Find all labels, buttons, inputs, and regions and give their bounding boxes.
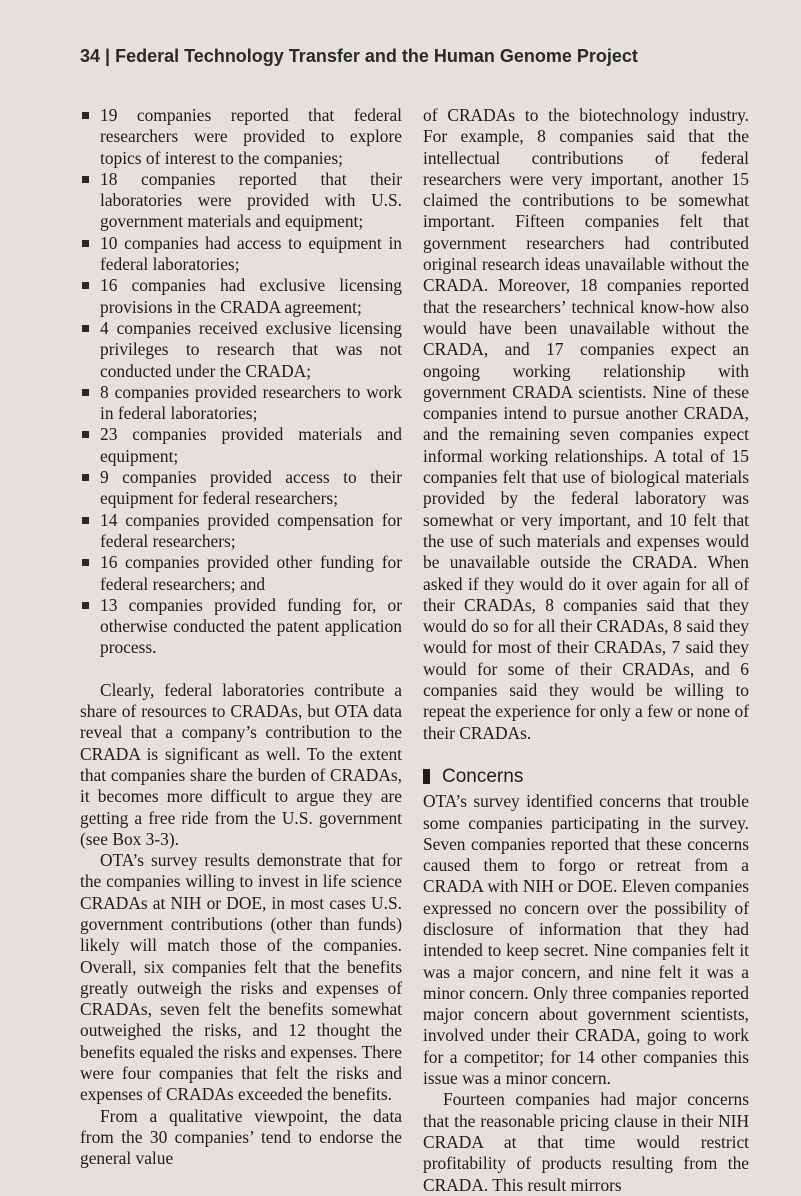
list-item: 13 companies provided funding for, or otherwise conducted the patent application process. <box>80 595 402 659</box>
bullet-square-icon <box>82 602 89 609</box>
section-heading <box>423 766 749 787</box>
bullet-square-icon <box>82 112 89 119</box>
list-item: 16 companies provided other funding for federal researchers; and <box>80 552 402 595</box>
list-item: 14 companies provided compensation for federal researchers; <box>80 510 402 553</box>
bullet-square-icon <box>82 559 89 566</box>
heading-square-icon <box>423 769 430 784</box>
bullet-square-icon <box>82 176 89 183</box>
list-item: 10 companies had access to equipment in federal laboratories; <box>80 233 402 276</box>
bullet-square-icon <box>82 474 89 481</box>
body-paragraph: OTA’s survey identified concerns that trouble some companies participating in the survey. Seven companies reported that these concerns caused them to forgo or retreat from a CRADA with NIH or DOE. Eleven companies expressed no concern over the possibility of disclosure of information that they had intended to keep secret. Nine companies felt it was a major concern, and nine felt it was a minor concern. Only three companies reported major concern about government scientists, involved under their CRADA, going to work for a competitor; for 14 other companies this issue was a minor concern. <box>423 791 749 1089</box>
body-paragraph: OTA’s survey results demonstrate that for the companies willing to invest in life science CRADAs at NIH or DOE, in most cases U.S. government contributions (other than funds) likely will match those of the companies. Overall, six companies felt that the benefits greatly outweigh the risks and expenses of CRADAs, seven felt the benefits somewhat outweighed the risks, and 12 thought the benefits equaled the risks and expenses. There were four companies that felt the risks and expenses of CRADAs exceeded the benefits. <box>80 850 402 1105</box>
header-separator: | <box>105 46 111 66</box>
list-item: 4 companies received exclusive licensing privileges to research that was not conducted under the CRADA; <box>80 318 402 382</box>
list-item: 9 companies provided access to their equipment for federal researchers; <box>80 467 402 510</box>
page-number: 34 <box>80 46 101 66</box>
section-heading-text: Concerns <box>442 765 524 787</box>
list-item: 19 companies reported that federal researchers were provided to explore topics of interest to the companies; <box>80 105 402 169</box>
body-paragraph: From a qualitative viewpoint, the data from the 30 companies’ tend to endorse the general value <box>80 1105 402 1169</box>
bullet-square-icon <box>82 282 89 289</box>
running-title: Federal Technology Transfer and the Human Genome Project <box>115 46 638 66</box>
bullet-square-icon <box>82 517 89 524</box>
list-item: 16 companies had exclusive licensing provisions in the CRADA agreement; <box>80 275 402 318</box>
left-column <box>80 105 402 1170</box>
bullet-square-icon <box>82 389 89 396</box>
bullet-square-icon <box>82 431 89 438</box>
list-item: 23 companies provided materials and equipment; <box>80 424 402 467</box>
body-paragraph: Fourteen companies had major concerns that the reasonable pricing clause in their NIH CRADA at that time would restrict profitability of products resulting from the CRADA. This result mirrors <box>423 1089 749 1195</box>
body-paragraph: Clearly, federal laboratories contribute a share of resources to CRADAs, but OTA data reveal that a company’s contribution to the CRADA is significant as well. To the extent that companies share the burden of CRADAs, it becomes more difficult to argue they are getting a free ride from the U.S. government (see Box 3-3). <box>80 679 402 849</box>
list-item: 18 companies reported that their laboratories were provided with U.S. government materials and equipment; <box>80 169 402 233</box>
bullet-square-icon <box>82 240 89 247</box>
right-column <box>423 105 749 1196</box>
bullet-square-icon <box>82 325 89 332</box>
bullet-list <box>80 105 402 659</box>
running-header <box>80 46 638 67</box>
list-item: 8 companies provided researchers to work in federal laboratories; <box>80 382 402 425</box>
body-paragraph: of CRADAs to the biotechnology industry. For example, 8 companies said that the intellectual contributions of federal researchers were very important, another 15 claimed the contributions to be somewhat important. Fifteen companies felt that government researchers had contributed original research ideas unavailable without the CRADA. Moreover, 18 companies reported that the researchers’ technical know-how also would have been unavailable without the CRADA, and 17 companies expect an ongoing working relationship with government CRADA scientists. Nine of these companies intend to pursue another CRADA, and the remaining seven companies expect informal working relationships. A total of 15 companies felt that use of biological materials provided by the federal laboratory was somewhat or very important, and 10 felt that the use of such materials and expenses would be unavailable outside the CRADA. When asked if they would do it over again for all of their CRADAs, 8 companies said that they would do so for all their CRADAs, 8 said they would for most of their CRADAs, 7 said they would for some of their CRADAs, and 6 companies said they would be willing to repeat the experience for only a few or none of their CRADAs. <box>423 105 749 743</box>
